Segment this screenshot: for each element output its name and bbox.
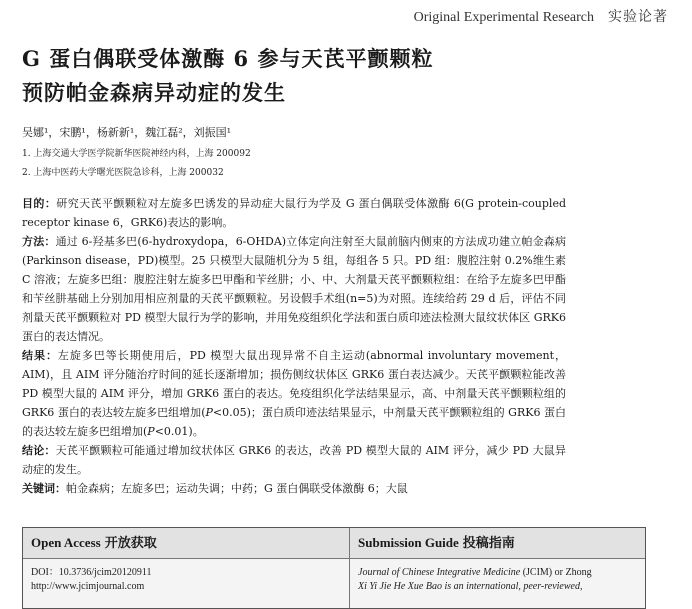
article-title [22, 42, 433, 110]
methods-label: 方法： [22, 235, 56, 248]
title-line-2: 预防帕金森病异动症的发生 [22, 80, 286, 105]
abstract-methods [22, 232, 566, 346]
results-text-3: <0.01)。 [154, 425, 204, 438]
abstract-keywords [22, 479, 566, 498]
abstract-objective [22, 194, 566, 232]
title-line-1: G 蛋白偶联受体激酶 6 参与天芪平颤颗粒 [22, 46, 434, 71]
results-text-2: <0.05)；蛋白质印迹法结果显示，中剂量天芪平颤颗粒组的 GRK6 蛋白的表达较左旋多巴组增加( [22, 406, 567, 438]
p-value-symbol-1: P [205, 406, 213, 419]
journal-header [0, 6, 668, 26]
doi-text: DOI：10.3736/jcim20120911 [31, 567, 152, 578]
submission-guide-panel [350, 528, 645, 608]
affiliation-1: 1. 上海交通大学医学院新华医院神经内科，上海 200092 [22, 149, 251, 159]
journal-name: Journal of Chinese Integrative Medicine [358, 567, 521, 578]
category-chinese: 实验论著 [608, 10, 668, 25]
affiliations [22, 145, 251, 183]
open-access-heading [23, 528, 349, 559]
keywords-text: 帕金森病；左旋多巴；运动失调；中药；G 蛋白偶联受体激酶 6；大鼠 [66, 482, 408, 495]
results-label: 结果： [22, 349, 58, 362]
objective-text: 研究天芪平颤颗粒对左旋多巴诱发的异动症大鼠行为学及 G 蛋白偶联受体激酶 6(G protein-coupled receptor kinase 6，GRK6)表达的影响。 [22, 197, 567, 229]
open-access-panel [23, 528, 350, 608]
methods-text: 通过 6-羟基多巴(6-hydroxydopa，6-OHDA)立体定向注射至大鼠前脑内侧束的方法成功建立帕金森病(Parkinson disease，PD)模型。25 只模型大鼠随机分为 5 组，每组各 5 只。PD 组：腹腔注射 0.2%维生素 C 溶液；左旋多巴组：腹腔注射左旋多巴甲酯和苄丝肼；小、中、大剂量天芪平颤颗粒组：在给予左旋多巴甲酯和苄丝肼基础上分别加用相应剂量的天芪平颤颗粒。另设假手术组(n=5)为对照。连续给药 29 d 后，评估不同剂量天芪平颤颗粒对 PD 模型大鼠行为学的影响，并用免疫组织化学法和蛋白质印迹法检测大鼠纹状体区 GRK6 蛋白的表达情况。 [22, 235, 567, 343]
submission-guide-title-cn: 投稿指南 [462, 535, 515, 550]
submission-text-line-1 [350, 566, 645, 580]
open-access-title-cn: 开放获取 [104, 535, 157, 550]
open-access-title: Open Access [31, 535, 101, 550]
conclusion-label: 结论： [22, 444, 56, 457]
submission-guide-title: Submission Guide [358, 535, 459, 550]
objective-label: 目的： [22, 197, 57, 210]
abstract-results [22, 346, 566, 441]
affiliation-2: 2. 上海中医药大学曙光医院急诊科，上海 200032 [22, 168, 224, 178]
journal-url-link[interactable]: http://www.jcimjournal.com [31, 581, 145, 592]
abstract-conclusion [22, 441, 566, 479]
submission-text-line-2: Xi Yi Jie He Xue Bao is an international, peer-reviewed, [358, 581, 583, 592]
author-list: 吴娜¹，宋鹏¹，杨新新¹，魏江磊²，刘振国¹ [22, 126, 232, 139]
p-value-symbol-2: P [147, 425, 155, 438]
category-english: Original Experimental Research [413, 10, 594, 25]
results-text-1: 左旋多巴等长期使用后，PD 模型大鼠出现异常不自主运动(abnormal involuntary movement，AIM)，且 AIM 评分随治疗时间的延长逐渐增加；损伤侧纹状体区 GRK6 蛋白表达减少。天芪平颤颗粒能改善 PD 模型大鼠的 AIM 评分，增加 GRK6 蛋白的表达。免疫组织化学法结果显示，高、中剂量天芪平颤颗粒组的 GRK6 蛋白的表达较左旋多巴组增加( [22, 349, 567, 419]
keywords-label: 关键词： [22, 482, 66, 495]
abstract [22, 194, 566, 498]
submission-guide-heading [350, 528, 645, 559]
conclusion-text: 天芪平颤颗粒可能通过增加纹状体区 GRK6 的表达，改善 PD 模型大鼠的 AIM 评分，减少 PD 大鼠异动症的发生。 [22, 444, 567, 476]
journal-abbrev: (JCIM) or Zhong [520, 567, 592, 578]
info-box [22, 527, 646, 609]
